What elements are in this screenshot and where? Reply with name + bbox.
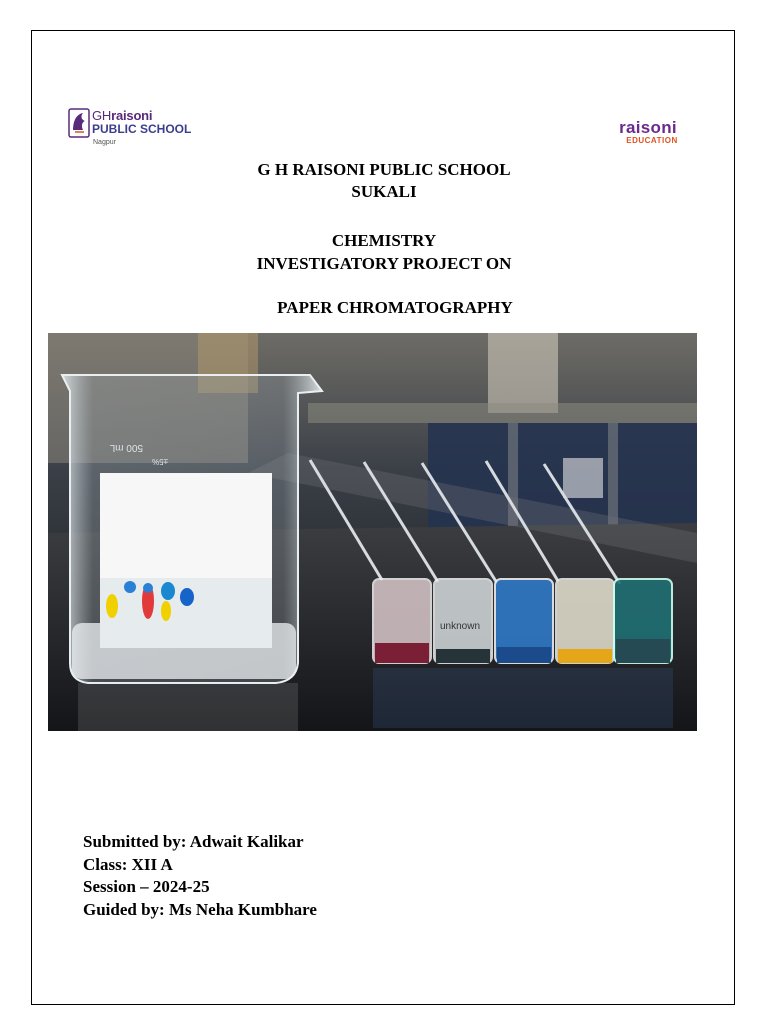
project-line: INVESTIGATORY PROJECT ON <box>256 254 512 273</box>
sample-jar-unknown <box>434 579 492 663</box>
sample-jar-red <box>373 579 431 663</box>
education-wordmark: EDUCATION <box>626 136 678 145</box>
class-info: Class: XII A <box>83 855 173 874</box>
raisoni-education-logo <box>598 119 698 145</box>
chromatography-photo <box>48 333 697 731</box>
school-logo-subtitle: PUBLIC SCHOOL <box>92 122 192 136</box>
school-name: G H RAISONI PUBLIC SCHOOL <box>257 160 511 179</box>
raisoni-wordmark: raisoni <box>619 118 677 137</box>
logo-prefix: GH <box>92 108 112 123</box>
subject-title: CHEMISTRY <box>331 231 437 250</box>
sample-jar-yellow <box>556 579 614 663</box>
jar-label: unknown <box>440 621 481 632</box>
sample-jar-blue <box>495 579 553 663</box>
project-topic: PAPER CHROMATOGRAPHY <box>277 298 513 317</box>
logo-brand: raisoni <box>111 108 153 123</box>
lion-crest-icon <box>68 108 90 138</box>
school-location: SUKALI <box>351 182 417 201</box>
school-logo <box>68 106 192 152</box>
guided-by: Guided by: Ms Neha Kumbhare <box>83 900 317 919</box>
beaker <box>62 375 322 683</box>
sample-jar-teal <box>614 579 672 663</box>
session-info: Session – 2024-25 <box>83 877 210 896</box>
school-logo-city: Nagpur <box>93 139 116 146</box>
beaker-tolerance-mark: ±5% <box>152 457 168 466</box>
beaker-volume-mark: 500 mL <box>109 442 143 453</box>
submitted-by: Submitted by: Adwait Kalikar <box>83 832 304 851</box>
school-logo-wordmark <box>92 108 152 123</box>
